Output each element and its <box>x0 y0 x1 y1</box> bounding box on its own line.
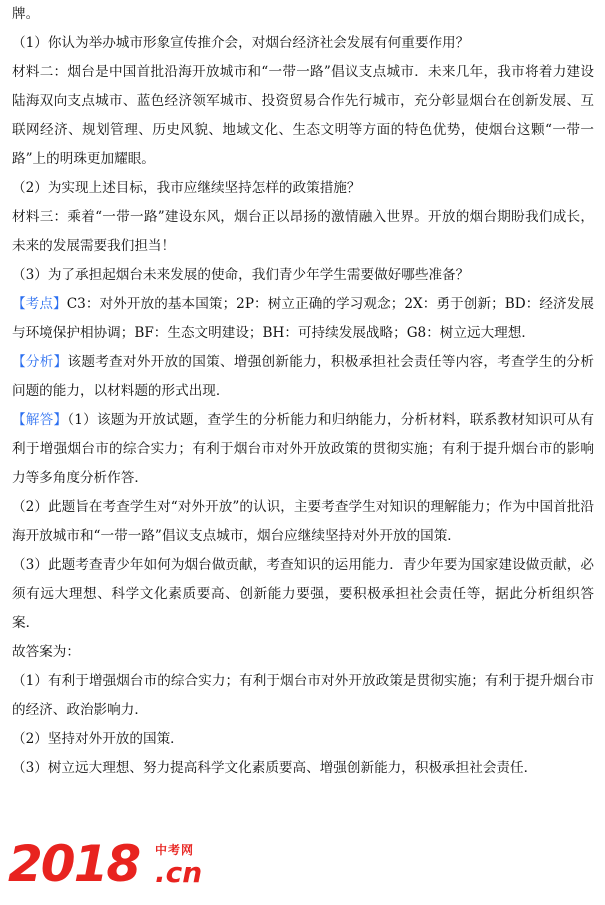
document-body <box>12 0 594 783</box>
answer-2: （2）坚持对外开放的国策． <box>12 731 184 747</box>
jieda-tag: 【解答】 <box>12 412 68 428</box>
logo-domain: .cn <box>155 856 203 889</box>
text-line-continuation: 牌。 <box>12 6 40 22</box>
question-1: （1）你认为举办城市形象宣传推介会，对烟台经济社会发展有何重要作用？ <box>12 35 470 51</box>
fenxi-text: 该题考查对外开放的国策、增强创新能力，积极承担社会责任等内容，考查学生的分析问题的能力，以材料题的形式出现． <box>12 354 595 399</box>
analysis-3: （3）此题考查青少年如何为烟台做贡献，考查知识的运用能力．青少年要为国家建设做贡献，必须有远大理想、科学文化素质要高、创新能力要强，要积极承担社会责任等，据此分析组织答案． <box>12 557 594 631</box>
answer-3: （3）树立远大理想、努力提高科学文化素质要高、增强创新能力，积极承担社会责任． <box>12 760 538 776</box>
question-3: （3）为了承担起烟台未来发展的使命，我们青少年学生需要做好哪些准备？ <box>12 267 470 283</box>
question-2: （2）为实现上述目标，我市应继续坚持怎样的政策措施？ <box>12 180 361 196</box>
jieda-section <box>12 406 594 493</box>
fenxi-tag: 【分析】 <box>12 354 68 370</box>
logo-site-name: 中考网 <box>155 843 195 857</box>
fenxi-section <box>12 348 594 406</box>
material-2: 材料二：烟台是中国首批沿海开放城市和“一带一路”倡议支点城市．未来几年，我市将着力建设陆海双向支点城市、蓝色经济领军城市、投资贸易合作先行城市，充分彰显烟台在创新发展、互联网经济、规划管理、历史风貌、地域文化、生态文明等方面的特色优势，使烟台这颗“一带一路”上的明珠更加耀眼。 <box>12 64 594 167</box>
kaodian-text: C3：对外开放的基本国策；2P：树立正确的学习观念；2X：勇于创新；BD：经济发展与环境保护相协调；BF：生态文明建设；BH：可持续发展战略；G8：树立远大理想． <box>12 296 595 341</box>
kaodian-section <box>12 290 594 348</box>
site-logo <box>8 836 208 896</box>
logo-number: 2018 <box>8 835 140 893</box>
logo-side <box>155 842 215 888</box>
kaodian-tag: 【考点】 <box>12 296 67 312</box>
jieda-text: （1）该题为开放试题，查学生的分析能力和归纳能力，分析材料，联系教材知识可从有利于增强烟台市的综合实力；有利于烟台市对外开放政策的贯彻实施；有利于提升烟台市的影响力等多角度分析作答． <box>12 412 595 486</box>
analysis-2: （2）此题旨在考查学生对“对外开放”的认识，主要考查学生对知识的理解能力；作为中国首批沿海开放城市和“一带一路”倡议支点城市，烟台应继续坚持对外开放的国策． <box>12 499 594 544</box>
answer-heading: 故答案为： <box>12 644 80 660</box>
material-3: 材料三：乘着“一带一路”建设东风，烟台正以昂扬的激情融入世界。开放的烟台期盼我们成长，未来的发展需要我们担当！ <box>12 209 594 254</box>
answer-1: （1）有利于增强烟台市的综合实力；有利于烟台市对外开放政策是贯彻实施；有利于提升烟台市的经济、政治影响力． <box>12 673 594 718</box>
